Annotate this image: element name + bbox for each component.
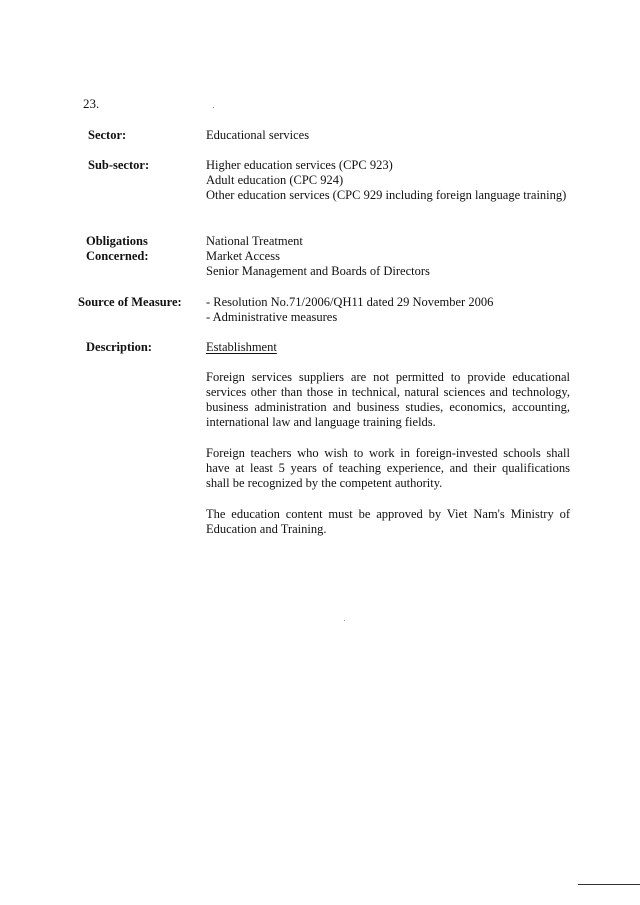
source-label: Source of Measure: [78, 295, 182, 309]
source-value [206, 295, 570, 325]
bottom-rule [578, 884, 640, 885]
sub-sector-value [206, 158, 570, 203]
obligations-line: National Treatment [206, 234, 303, 248]
source-line: - Administrative measures [206, 310, 338, 324]
obligations-label [86, 234, 149, 264]
obligations-line: Senior Management and Boards of Directors [206, 264, 430, 278]
obligations-value [206, 234, 570, 279]
obligations-label-line: Concerned: [86, 249, 149, 263]
scan-speck [344, 620, 345, 621]
obligations-line: Market Access [206, 249, 280, 263]
description-paragraph: Foreign teachers who wish to work in foreign-invested schools shall have at least 5 years of teaching experience, and their qualifications shall be recognized by the competent authority. [206, 446, 570, 490]
sub-sector-label: Sub-sector: [88, 158, 150, 172]
sub-sector-line: Higher education services (CPC 923) [206, 158, 393, 172]
sub-sector-line: Adult education (CPC 924) [206, 173, 344, 187]
sector-value: Educational services [206, 128, 310, 142]
description-paragraph: The education content must be approved by Viet Nam's Ministry of Education and Training. [206, 507, 570, 536]
sector-label: Sector: [88, 128, 127, 142]
scan-speck [213, 107, 214, 108]
entry-number: 23. [83, 96, 100, 111]
source-line: - Resolution No.71/2006/QH11 dated 29 November 2006 [206, 295, 494, 309]
description-paragraph: Foreign services suppliers are not permitted to provide educational services other than those in technical, natural sciences and technology, business administration and business studies, economics, accounting, international law and language training fields. [206, 370, 570, 429]
sub-sector-line: Other education services (CPC 929 including foreign language training) [206, 188, 567, 202]
description-value [206, 340, 570, 553]
description-label: Description: [86, 340, 152, 354]
description-heading: Establishment [206, 340, 277, 354]
obligations-label-line: Obligations [86, 234, 148, 248]
